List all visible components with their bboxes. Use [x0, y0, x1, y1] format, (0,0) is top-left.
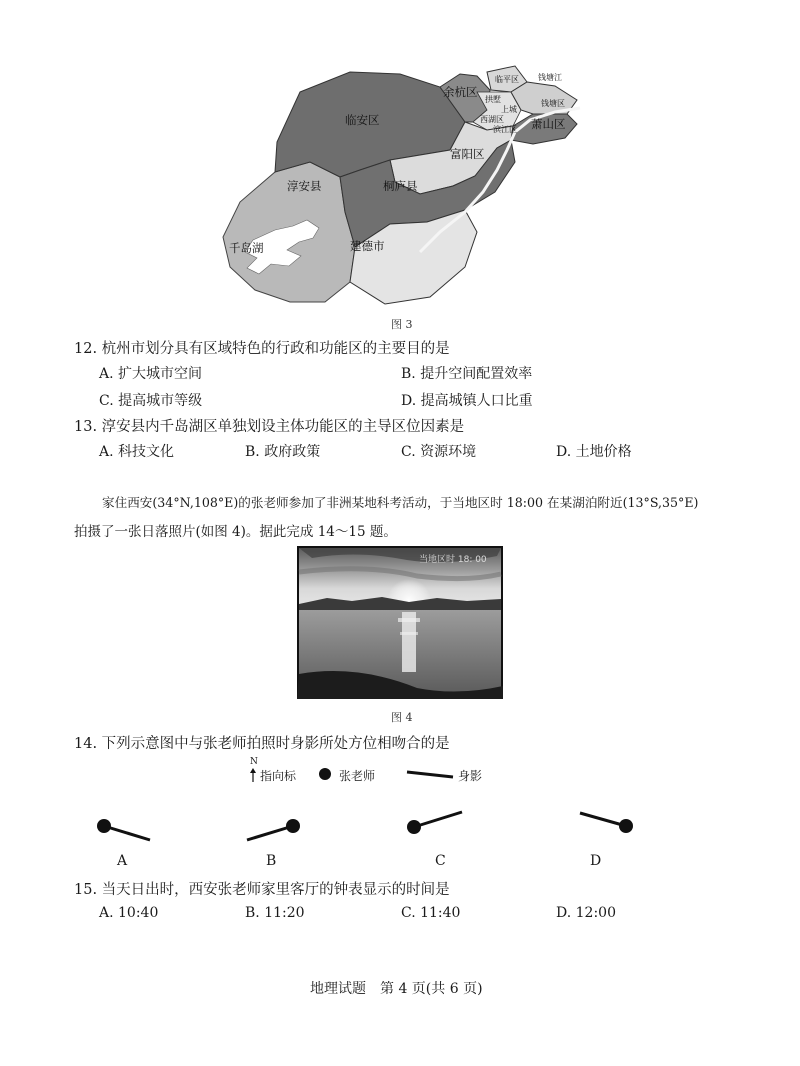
label-xihu: 西湖区 [480, 115, 504, 124]
q15-option-c[interactable]: C. 11:40 [401, 905, 461, 921]
label-jiande: 建德市 [350, 239, 385, 253]
passage-line-1: 家住西安(34°N,108°E)的张老师参加了非洲某地科考活动，于当地区时 18:00 在某湖泊附近(13°S,35°E) [102, 495, 699, 510]
q12-option-d[interactable]: D. 提高城镇人口比重 [401, 393, 533, 409]
label-gongshu: 拱墅 [485, 95, 501, 104]
option-d-label: D [590, 853, 602, 869]
figure3-caption: 图 3 [391, 318, 413, 331]
label-linping: 临平区 [495, 75, 519, 84]
option-b-diagram[interactable] [243, 815, 305, 845]
q12-option-c[interactable]: C. 提高城市等级 [99, 393, 203, 409]
label-chunan: 淳安县 [287, 179, 322, 193]
option-a-label: A [117, 853, 128, 869]
q15-option-b[interactable]: B. 11:20 [245, 905, 305, 921]
label-fuyang: 富阳区 [450, 147, 485, 161]
option-a-diagram[interactable] [94, 815, 156, 845]
legend-shadow-label: 身影 [458, 769, 483, 783]
label-qiantangjiang: 钱塘江 [538, 73, 562, 82]
north-arrow-icon [248, 767, 258, 783]
option-c-label: C [435, 853, 446, 869]
sunset-photo [297, 546, 503, 699]
figure4-caption: 图 4 [391, 711, 413, 724]
q14-stem: 14. 下列示意图中与张老师拍照时身影所处方位相吻合的是 [74, 736, 450, 752]
label-qiantang: 钱塘区 [541, 99, 565, 108]
legend-teacher-label: 张老师 [339, 769, 376, 783]
page-footer: 地理试题 第 4 页(共 6 页) [310, 981, 483, 997]
photo-timestamp: 当地区时 18: 00 [419, 555, 487, 565]
option-d-diagram[interactable] [576, 808, 638, 838]
hangzhou-map [215, 52, 600, 310]
label-qiandaohu: 千岛湖 [229, 241, 264, 255]
q13-option-d[interactable]: D. 土地价格 [556, 444, 632, 460]
label-binjiang: 滨江区 [493, 125, 517, 134]
legend-pointer-label: 指向标 [260, 769, 297, 783]
q15-option-a[interactable]: A. 10:40 [99, 905, 159, 921]
label-tonglu: 桐庐县 [383, 179, 418, 193]
q12-option-a[interactable]: A. 扩大城市空间 [99, 366, 203, 382]
label-xiaoshan: 萧山区 [531, 117, 566, 131]
q13-stem: 13. 淳安县内千岛湖区单独划设主体功能区的主导区位因素是 [74, 419, 465, 435]
option-b-label: B [266, 853, 277, 869]
q13-option-c[interactable]: C. 资源环境 [401, 444, 477, 460]
q12-option-b[interactable]: B. 提升空间配置效率 [401, 366, 533, 382]
passage-line-2: 拍摄了一张日落照片(如图 4)。据此完成 14～15 题。 [74, 524, 397, 540]
shadow-line-icon [405, 768, 455, 780]
option-c-diagram[interactable] [404, 808, 466, 838]
q13-option-a[interactable]: A. 科技文化 [99, 444, 175, 460]
q15-stem: 15. 当天日出时，西安张老师家里客厅的钟表显示的时间是 [74, 882, 450, 898]
label-linan: 临安区 [345, 113, 380, 127]
label-yuhang: 余杭区 [443, 85, 478, 99]
teacher-dot-icon [318, 767, 332, 781]
legend-north: N [250, 757, 258, 767]
q12-stem: 12. 杭州市划分具有区域特色的行政和功能区的主要目的是 [74, 341, 450, 357]
label-shangcheng: 上城 [501, 105, 517, 114]
q15-option-d[interactable]: D. 12:00 [556, 905, 616, 921]
q13-option-b[interactable]: B. 政府政策 [245, 444, 321, 460]
